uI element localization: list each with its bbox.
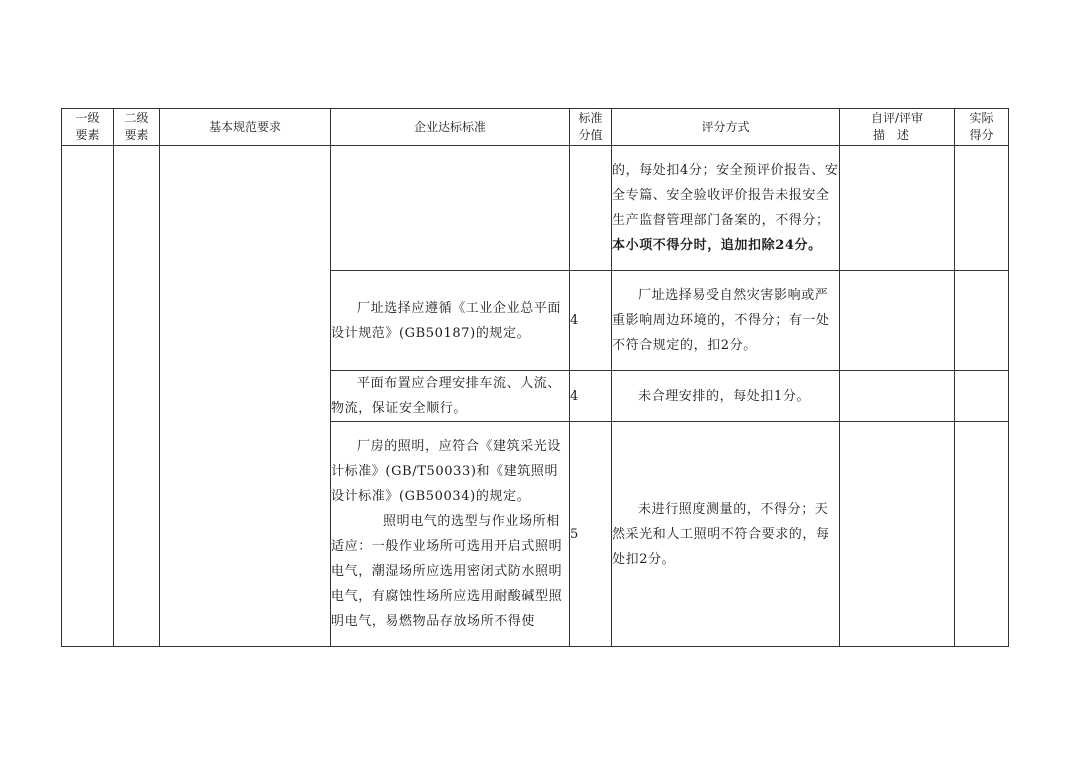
score-cell: 5 xyxy=(570,422,612,647)
level2-cell xyxy=(114,146,160,647)
header-level2: 二级 要素 xyxy=(114,109,160,146)
method-cell: 的，每处扣4分；安全预评价报告、安全专篇、安全验收评价报告未报安全生产监督管理部门备案的，不得分；本小项不得分时，追加扣除24分。 xyxy=(612,146,840,271)
header-standard-score: 标准 分值 xyxy=(570,109,612,146)
standard-cell xyxy=(331,146,570,271)
header-level1: 一级 要素 xyxy=(62,109,114,146)
header-scoring-method: 评分方式 xyxy=(612,109,840,146)
header-enterprise-standard: 企业达标标准 xyxy=(331,109,570,146)
score-cell: 4 xyxy=(570,271,612,371)
header-self-evaluation: 自评/评审 描述 xyxy=(840,109,955,146)
standard-cell: 厂址选择应遵循《工业企业总平面设计规范》(GB50187)的规定。 xyxy=(331,271,570,371)
self-evaluation-cell xyxy=(840,271,955,371)
self-evaluation-cell xyxy=(840,146,955,271)
method-cell: 未进行照度测量的，不得分；天然采光和人工照明不符合要求的，每处扣2分。 xyxy=(612,422,840,647)
self-evaluation-cell xyxy=(840,422,955,647)
score-cell: 4 xyxy=(570,371,612,422)
table-row xyxy=(62,146,1009,271)
score-cell xyxy=(570,146,612,271)
actual-score-cell xyxy=(955,271,1009,371)
standards-table xyxy=(61,108,1009,647)
self-evaluation-cell xyxy=(840,371,955,422)
standard-cell: 平面布置应合理安排车流、人流、物流，保证安全顺行。 xyxy=(331,371,570,422)
method-cell: 厂址选择易受自然灾害影响或严重影响周边环境的，不得分；有一处不符合规定的，扣2分。 xyxy=(612,271,840,371)
header-actual-score: 实际 得分 xyxy=(955,109,1009,146)
basic-requirements-cell xyxy=(160,146,331,647)
method-cell: 未合理安排的，每处扣1分。 xyxy=(612,371,840,422)
actual-score-cell xyxy=(955,146,1009,271)
actual-score-cell xyxy=(955,371,1009,422)
header-basic-requirements: 基本规范要求 xyxy=(160,109,331,146)
actual-score-cell xyxy=(955,422,1009,647)
standard-cell: 厂房的照明，应符合《建筑采光设计标准》(GB/T50033)和《建筑照明设计标准》(GB50034)的规定。照明电气的选型与作业场所相适应：一般作业场所可选用开启式照明电气，潮湿场所应选用密闭式防水照明电气，有腐蚀性场所应选用耐酸碱型照明电气，易燃物品存放场所不得使 xyxy=(331,422,570,647)
header-row xyxy=(62,109,1009,146)
level1-cell xyxy=(62,146,114,647)
